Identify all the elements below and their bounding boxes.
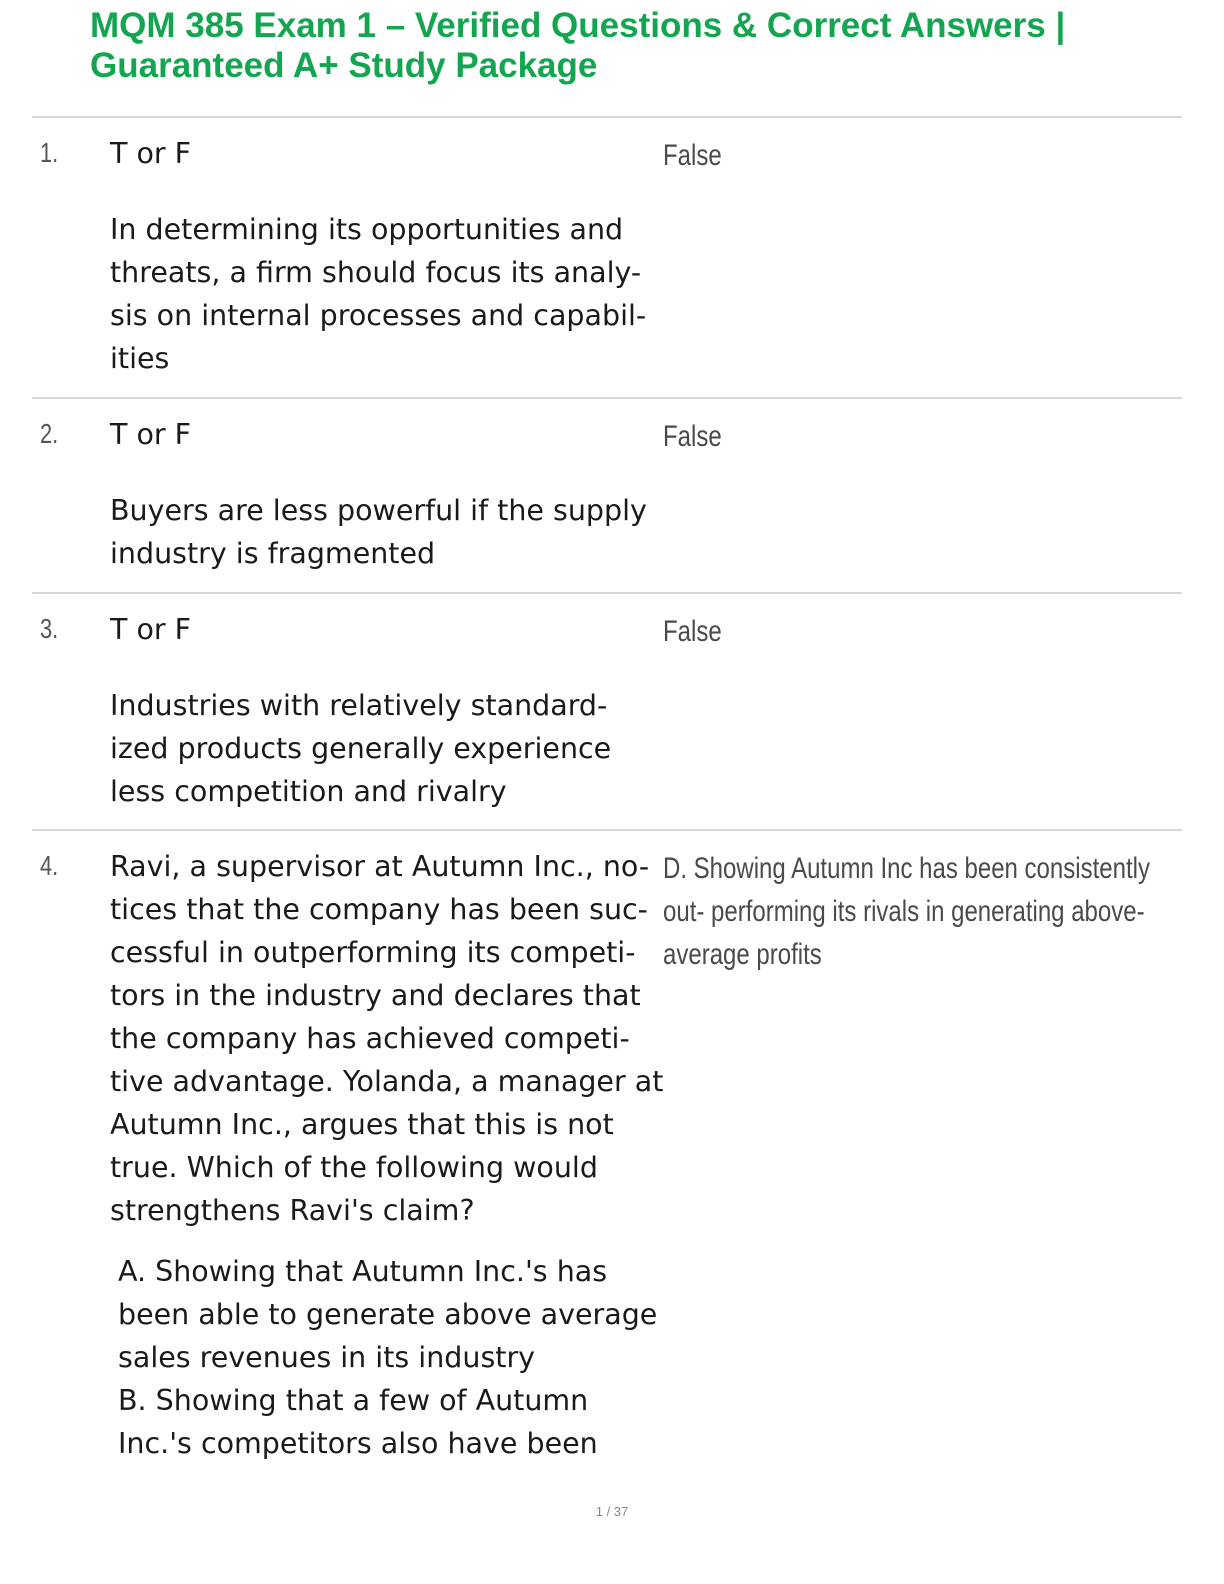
answer-text: False — [663, 420, 722, 453]
question-number: 3. — [40, 613, 59, 644]
question-body: Buyers are less powerful if the supply industry is fragmented — [110, 494, 647, 570]
document-title-line-1: MQM 385 Exam 1 – Verified Questions & Correct Answers | — [90, 6, 1066, 45]
question-row-2 — [32, 399, 1182, 594]
document-title — [90, 6, 1190, 86]
question-text — [110, 413, 670, 575]
question-text — [110, 845, 670, 1465]
question-number: 2. — [40, 418, 59, 449]
question-row-1 — [32, 118, 1182, 399]
option-a: A. Showing that Autumn Inc.'s has been able to generate above average sales revenues in its industry — [118, 1255, 658, 1374]
question-list — [32, 116, 1182, 1491]
question-text — [110, 608, 670, 813]
question-prompt: T or F — [110, 137, 192, 170]
answer-text: False — [663, 615, 722, 648]
question-number: 1. — [40, 137, 59, 168]
question-text — [110, 132, 670, 380]
question-prompt: T or F — [110, 418, 192, 451]
question-row-4 — [32, 831, 1182, 1491]
question-body: In determining its opportunities and threats, a firm should focus its analy- sis on internal processes and capabil- ities — [110, 213, 647, 375]
question-number: 4. — [40, 850, 59, 881]
question-prompt: T or F — [110, 613, 192, 646]
answer-text: D. Showing Autumn Inc has been consistently out- performing its rivals in generating above-average profits — [663, 852, 1150, 971]
page-indicator: 1 / 37 — [595, 1504, 629, 1519]
question-row-3 — [32, 594, 1182, 831]
answer-text: False — [663, 139, 722, 172]
question-body: Industries with relatively standard- ized products generally experience less competition and rivalry — [110, 689, 612, 808]
document-title-line-2: Guaranteed A+ Study Package — [90, 46, 598, 85]
option-b: B. Showing that a few of Autumn Inc.'s competitors also have been — [118, 1384, 598, 1460]
question-body: Ravi, a supervisor at Autumn Inc., no- tices that the company has been suc- cessful in outperforming its competi- tors in the industry and declares that the company has achieved competi- tive advantage. Yolanda, a manager at Autumn Inc., argues that this is not true. Which of the following would strengthens Ravi's claim? — [110, 850, 664, 1227]
